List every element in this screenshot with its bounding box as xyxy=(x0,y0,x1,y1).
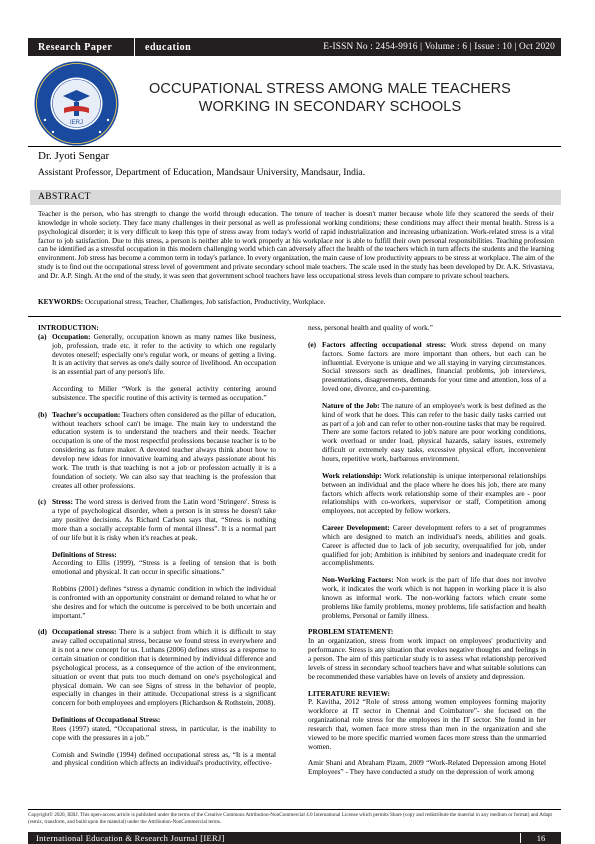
paragraph: Teachers often considered as the pillar of education, without teachers school can't be image. The main key to understand the education system is to understand the teachers and their needs. Teacher occupation is one of the most respectful professions because teacher is to be considering as future maker. A devoted teacher always think about how to develop new ideas for innovative learning and always passionate about his work. The truth is that teaching is not a job or profession actually it is a foundation of society. We can also say that teaching is the profession that creates all other professions. xyxy=(52,409,276,490)
paragraph: Rees (1997) stated, “Occupational stress, in particular, is the inability to cope with the pressures in a job.” xyxy=(52,723,276,742)
item-label: (b) xyxy=(38,409,47,419)
paragraph: Non work is the part of life that does not involve work, it indicates the work which is not happen in working place it is also known as informal work. The non-working factors which create some problems like family problems, money problems, life satisfaction and health problems, Personal or family illness. xyxy=(322,575,546,620)
section-teachers-occupation xyxy=(38,411,276,491)
sub-heading: Nature of the Job: xyxy=(322,400,380,410)
paragraph: According to Miller “Work is the general activity centering around subsistence. The specific routine of this activity is termed as occupation.” xyxy=(52,384,276,402)
item-label: (e) xyxy=(308,339,317,349)
journal-seal-icon xyxy=(33,60,120,147)
abstract-heading: ABSTRACT xyxy=(30,190,561,205)
copyright-footnote: Copyright© 2020, IERJ. This open-access article is published under the terms of the Creative Commons Attribution-NonCommercial 4.0 International License which permits Share (copy and redistribute the material in any medium or format) and Adapt (remix, transform, and build upon the material) under the Attribution-NonCommercial terms. xyxy=(28,812,552,825)
paragraph: According to Ellis (1999), “Stress is a feeling of tension that is both emotional and physical. It can occur in specific situations.” xyxy=(52,558,276,577)
paragraph: Work relationship is unique interpersonal relationships between an individual and the place where he does his job, there are many factors which affects work relationship some of their examples are - poor relationships with co-workers, supervisor or staff, Competition among employees, not accepted by fellow workers. xyxy=(322,470,547,516)
introduction-heading: INTRODUCTION: xyxy=(38,323,99,332)
title-line-1: OCCUPATIONAL STRESS AMONG MALE TEACHERS xyxy=(149,81,511,97)
section-heading: Occupational stress: xyxy=(52,627,117,637)
paragraph: Amir Shani and Abraham Pizam, 2009 “Work-Related Depression among Hotel Employees” - They have conducted a study on the depression of work among xyxy=(308,758,546,777)
journal-footer-bar xyxy=(28,832,561,844)
keywords-line xyxy=(38,298,554,306)
journal-name: International Education & Research Journal [IERJ] xyxy=(36,833,225,843)
item-label: (d) xyxy=(38,627,47,637)
sub-heading: Non-Working Factors: xyxy=(322,575,394,585)
section-heading: Occupation: xyxy=(52,331,91,341)
section-occupation xyxy=(38,333,276,403)
paper-type-label: Research Paper xyxy=(38,41,113,53)
footnote-rule xyxy=(28,809,561,810)
paragraph: There is a subject from which it is difficult to stay away called occupational stress, because we found stress in everywhere and it is not a new concept for us. Luthans (2006) defines stress as a response to certain situation or condition that is determined by individual difference and psychological process, as a consequence of the action of the environment, situation or event that puts too much demand on one's psychological and physical domain. We can see Signs of stress in the behavior of people, especially in changes in their attitude. Occupational stress is a significant concern for both employees and employers (Richardson & Rothstein, 2008). xyxy=(52,627,277,708)
problem-statement-heading: PROBLEM STATEMENT: xyxy=(308,627,394,637)
literature-review-heading: LITERATURE REVIEW: xyxy=(308,688,390,698)
item-label: (a) xyxy=(38,331,47,341)
section-occupational-stress xyxy=(38,628,276,768)
paragraph: Comish and Swindle (1994) defined occupational stress as, “It is a mental and physical condition which affects an individual's productivity, effective- xyxy=(52,749,276,768)
paragraph: Work stress depend on many factors. Some factors are more important than others, but each can be influential. Everyone is unique and we all staying in varying circumstances. Social stressors such as deadlines, financial problems, job interviews, presentations, disagreements, demands for your time and attention, loss of a loved one, divorce, and co-parenting. xyxy=(322,339,546,394)
keywords-text: Occupational stress, Teacher, Challenges, Job satisfaction, Productivity, Workplace. xyxy=(83,298,326,306)
paragraph: Career development refers to a set of programmes which are designed to match an individual's needs, abilities and goals. Career is affected due to lack of job security, overqualified for job, under qualified for job; Ambition is inhibited by seniors and inadequate credit for accomplishments. xyxy=(322,523,546,568)
journal-header-bar xyxy=(28,38,561,56)
author-name: Dr. Jyoti Sengar xyxy=(38,150,110,162)
sub-heading: Definitions of Occupational Stress: xyxy=(52,715,161,725)
title-line-2: WORKING IN SECONDARY SCHOOLS xyxy=(198,99,462,115)
abstract-text: Teacher is the person, who has strength to change the world through education. The tenure of teacher is doesn't matter because whole life they scattered the seeds of their knowledge in whole society. They face many challenges in their personal as well as professional working conditions; these conditions may affect their mental health. Stress is a psychological disorder; it is very difficult to keep this type of stress away from today's world of rapid industrialization and increasing urbanization. Work-related stress is a vital factor to job satisfaction. Due to this stress, a person is neither able to work properly at his workplace nor is able to fulfill their own personal responsibilities. Teaching profession can be identified as a stressful occupation in this modern challenging world which can adversely affect the health of the teachers which in turn affects the students and the learning environment. Job stress has become a common term in today's parlance. In every organization, the main cause of low productivity appears to be stress at workplace. The aim of the study is to find out the occupational stress level of government and private secondary school male teachers. The scale used in the study has been developed by Dr. A.K. Srivastava, and Dr. A.P. Singh. At the end of the study, it was seen that government school teachers have less occupational stress levels than compare to private school teachers. xyxy=(38,210,554,280)
section-factors xyxy=(308,341,546,621)
author-affiliation: Assistant Professor, Department of Education, Mandsaur University, Mandsaur, India. xyxy=(38,168,366,178)
paragraph: The word stress is derived from the Latin word 'Stringere'. Stress is a type of psychological disorder, when a person is in stress he doesn't take any positive decisions. As Richard Carlson says that, “Stress is nothing more than a socially acceptable form of mental illness”. It is a normal part of our life but it is risky when it's reaches at peak. xyxy=(52,497,276,542)
left-column xyxy=(38,324,276,776)
continued-paragraph: ness, personal health and quality of work.” xyxy=(308,323,433,332)
issn-volume-issue: E-ISSN No : 2454-9916 | Volume : 6 | Issue : 10 | Oct 2020 xyxy=(323,42,555,52)
section-heading: Teacher's occupation: xyxy=(52,409,121,419)
title-rule xyxy=(28,146,561,147)
keywords-label: KEYWORDS: xyxy=(38,298,84,306)
right-column xyxy=(308,324,546,785)
section-stress xyxy=(38,498,276,620)
item-label: (c) xyxy=(38,497,47,507)
svg-text:IERJ: IERJ xyxy=(69,120,84,126)
paragraph: Robbins (2001) defines “stress a dynamic condition in which the individual is confronted with an opportunity constraint or demand related to what he or she desires and for which the outcome is perceived to be both uncertain and important.” xyxy=(52,584,276,620)
paragraph: P. Kavitha, 2012 “Role of stress among women employees forming majority workforce at IT sector in Chennai and Coimbatore”- she focused on the organizational role stress for the employees in the IT sector. She found in her research that, women face more stress than men in the organization and she viewed to be more specific married women faces more stress than the unmarried women. xyxy=(308,697,546,751)
section-heading: Factors affecting occupational stress: xyxy=(322,339,447,349)
paper-title xyxy=(130,80,530,116)
paragraph: In an organization, stress from work impact on employees' productivity and performance. Stress is any situation that evokes negative thoughts and feelings in a person. The aim of this particular study is to assess what relationship perceived levels of stress in secondary school teachers have and what suitable solutions can be recommended these variables have on levels of anxiety and depression. xyxy=(308,636,546,681)
paragraph: The nature of an employee's work is best defined as the kind of work that he does. This can refer to the basic daily tasks carried out as part of a job and can refer to other non-routine tasks that may be required. There are some factors related to job's nature are poor working conditions, work overload or under load, physical hazards, salary issues, extremely difficult or extremely easy tasks, excessive physical effort, inconvenient hours, repetitive work, barbarous environment. xyxy=(322,400,546,463)
sub-heading: Definitions of Stress: xyxy=(52,549,117,559)
section-heading: Stress: xyxy=(52,497,73,507)
keywords-rule xyxy=(28,316,561,317)
page-number: 16 xyxy=(520,833,561,843)
sub-heading: Career Development: xyxy=(322,523,390,533)
sub-heading: Work relationship: xyxy=(322,470,382,480)
paragraph: Generally, occupation known as many names like business, job, profession, trade etc. it refer to the activity to which one regularly devotes oneself; especially one's regular work, or means of getting a living. It is an activity that serves as one's daily source of livelihood. An occupation is an essential part of any person's life. xyxy=(52,331,276,377)
subject-label: education xyxy=(145,41,192,53)
